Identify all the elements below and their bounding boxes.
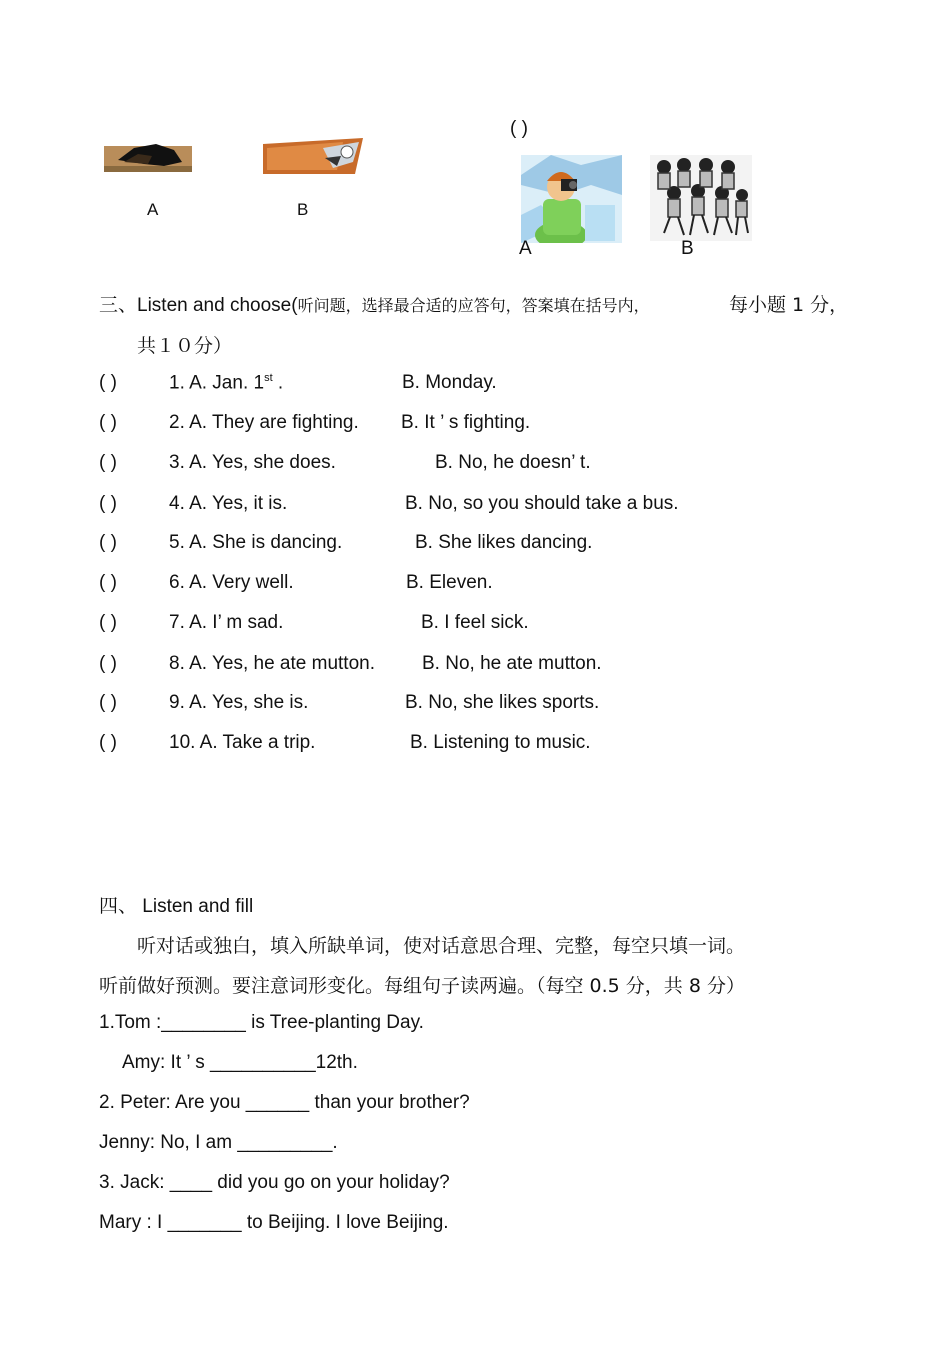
fill-line-6[interactable]: Mary : I _______ to Beijing. I love Beijing. xyxy=(99,1212,449,1233)
option-a-text: 8. A. Yes, he ate mutton. xyxy=(169,653,375,674)
picture-a-left xyxy=(104,138,192,172)
answer-bracket-4[interactable]: ( ) xyxy=(99,493,117,514)
answer-bracket-5[interactable]: ( ) xyxy=(99,532,117,553)
option-b-6: B. Eleven. xyxy=(406,572,493,593)
section3-title-cn: 听问题，选择最合适的应答句，答案填在括号内， xyxy=(297,296,650,315)
option-b-5: B. She likes dancing. xyxy=(415,532,593,553)
answer-bracket-6[interactable]: ( ) xyxy=(99,572,117,593)
option-b-9: B. No, she likes sports. xyxy=(405,692,600,713)
section3-title xyxy=(99,290,650,317)
option-a-text: 4. A. Yes, it is. xyxy=(169,493,288,514)
option-a-7 xyxy=(169,612,283,634)
option-b-7: B. I feel sick. xyxy=(421,612,529,633)
option-a-9 xyxy=(169,692,308,714)
label-b-right: B xyxy=(681,238,694,259)
option-a-6 xyxy=(169,572,294,594)
answer-bracket-10[interactable]: ( ) xyxy=(99,732,117,753)
section3-title-score: 每小题 1 分， xyxy=(729,294,849,316)
fill-line-3[interactable]: 2. Peter: Are you ______ than your brother? xyxy=(99,1092,470,1113)
picture-a-right-photographer xyxy=(521,155,622,243)
label-a-left: A xyxy=(147,200,159,219)
option-a-text: 3. A. Yes, she does. xyxy=(169,452,336,473)
fill-line-5[interactable]: 3. Jack: ____ did you go on your holiday? xyxy=(99,1172,450,1193)
fill-line-1[interactable]: 1.Tom :________ is Tree-planting Day. xyxy=(99,1012,424,1033)
answer-bracket-8[interactable]: ( ) xyxy=(99,653,117,674)
option-a-1 xyxy=(169,372,283,394)
fill-line-4[interactable]: Jenny: No, I am _________. xyxy=(99,1132,338,1153)
answer-bracket-9[interactable]: ( ) xyxy=(99,692,117,713)
option-b-10: B. Listening to music. xyxy=(410,732,591,753)
answer-bracket-7[interactable]: ( ) xyxy=(99,612,117,633)
option-a-text: 10. A. Take a trip. xyxy=(169,732,316,753)
section4-instruction-1: 听对话或独白，填入所缺单词，使对话意思合理、完整，每空只填一词。 xyxy=(137,935,746,957)
picture-b-left xyxy=(263,138,365,176)
option-a-8 xyxy=(169,653,375,675)
answer-bracket-top[interactable]: ( ) xyxy=(510,118,528,139)
option-a-4 xyxy=(169,493,287,515)
option-a-3 xyxy=(169,452,336,474)
option-a-2 xyxy=(169,412,359,434)
section4-title: 四、 Listen and fill xyxy=(99,896,254,917)
option-a-5 xyxy=(169,532,342,554)
answer-bracket-1[interactable]: ( ) xyxy=(99,372,117,393)
fill-line-2[interactable]: Amy: It ’ s __________12th. xyxy=(122,1052,358,1073)
option-b-2: B. It ’ s fighting. xyxy=(401,412,531,433)
option-a-tail: . xyxy=(272,372,284,394)
option-a-text: 6. A. Very well. xyxy=(169,572,294,593)
option-b-3: B. No, he doesn’ t. xyxy=(435,452,591,473)
section4-instruction-2: 听前做好预测。要注意词形变化。每组句子读两遍。（每空 0.5 分，共 8 分） xyxy=(99,975,745,997)
option-a-superscript: st xyxy=(264,372,273,384)
answer-bracket-3[interactable]: ( ) xyxy=(99,452,117,473)
option-a-text: 2. A. They are fighting. xyxy=(169,412,359,433)
option-a-10 xyxy=(169,732,315,754)
picture-b-right-dancers xyxy=(650,155,752,241)
option-a-text: 5. A. She is dancing. xyxy=(169,532,343,553)
section3-title-line2: 共１０分） xyxy=(137,335,233,357)
option-b-8: B. No, he ate mutton. xyxy=(422,653,602,674)
label-b-left: B xyxy=(297,200,309,219)
answer-bracket-2[interactable]: ( ) xyxy=(99,412,117,433)
option-a-text: 9. A. Yes, she is. xyxy=(169,692,309,713)
option-a-text: 7. A. I’ m sad. xyxy=(169,612,284,633)
option-b-4: B. No, so you should take a bus. xyxy=(405,493,679,514)
option-b-1: B. Monday. xyxy=(402,372,497,393)
label-a-right: A xyxy=(519,238,532,259)
section3-title-prefix: 三、Listen and choose( xyxy=(99,295,298,316)
option-a-text: 1. A. Jan. 1 xyxy=(169,372,265,394)
